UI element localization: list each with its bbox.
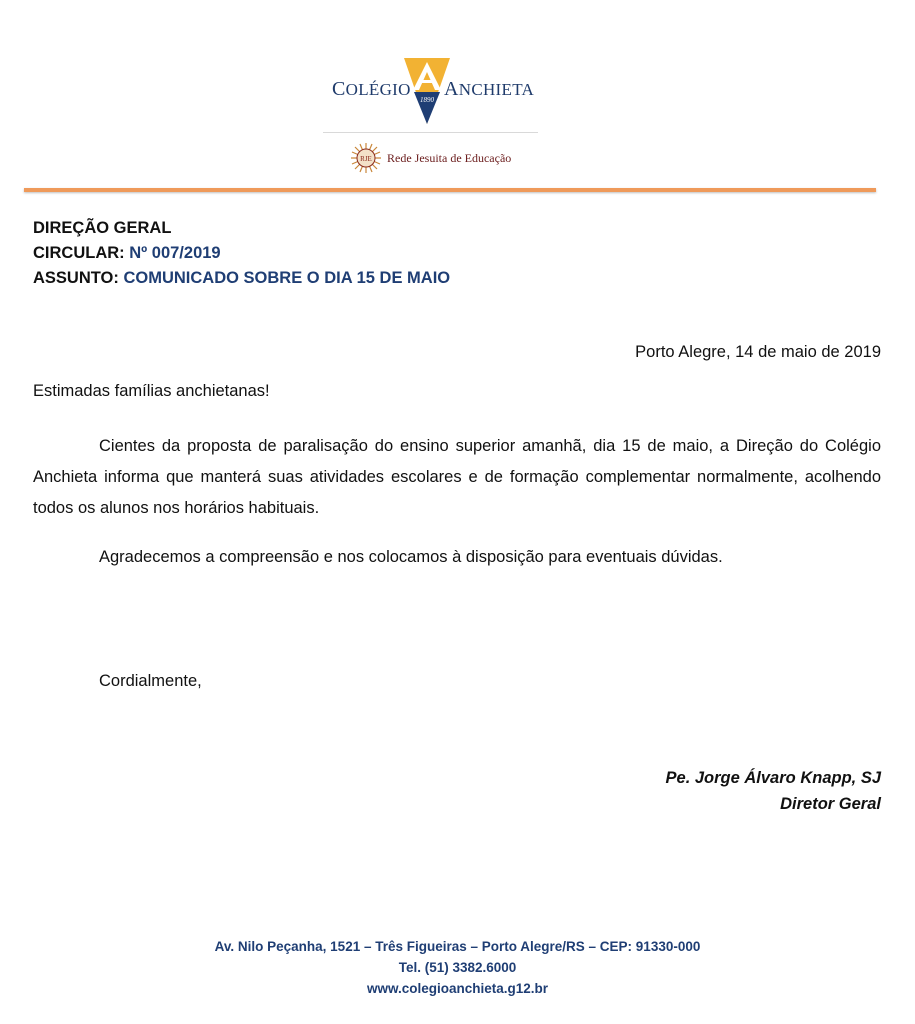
seal-letters: RJE [360, 155, 372, 163]
footer-website[interactable]: www.colegioanchieta.g12.br [366, 981, 549, 996]
signature-block [666, 765, 881, 817]
logo-word-anchieta: ANCHIETA [444, 78, 535, 100]
subject-value: COMUNICADO SOBRE O DIA 15 DE MAIO [123, 269, 451, 287]
circular-line: CIRCULAR: Nº 007/2019 [33, 244, 221, 262]
body-paragraph: Cientes da proposta de paralisação do ensino superior amanhã, dia 15 de maio, a Direção do Colégio Anchieta informa que manterá suas atividades escolares e de formação complementar normalmente, acolhendo todos os alunos nos horários habituais. [33, 437, 881, 517]
jesuit-seal-icon [351, 143, 381, 173]
school-logo [332, 56, 535, 128]
header-divider [24, 188, 876, 192]
network-name: Rede Jesuita de Educação [387, 150, 512, 165]
logo-year: 1890 [420, 96, 434, 104]
circular-header [33, 216, 450, 291]
circular-number: Nº 007/2019 [129, 244, 221, 262]
signatory-title: Diretor Geral [780, 795, 881, 813]
signatory-name: Pe. Jorge Álvaro Knapp, SJ [665, 769, 881, 787]
logo-divider [323, 132, 538, 133]
footer-address: Av. Nilo Peçanha, 1521 – Três Figueiras – Porto Alegre/RS – CEP: 91330-000 [214, 939, 701, 954]
body-paragraph: Agradecemos a compreensão e nos colocamos à disposição para eventuais dúvidas. [99, 548, 723, 566]
logo-word-colegio: COLÉGIO [332, 78, 411, 100]
greeting: Estimadas famílias anchietanas! [33, 382, 270, 400]
footer-phone: Tel. (51) 3382.6000 [398, 960, 517, 975]
closing: Cordialmente, [99, 672, 202, 690]
letter-date: Porto Alegre, 14 de maio de 2019 [635, 343, 881, 361]
department-line: DIREÇÃO GERAL [33, 219, 172, 237]
subject-line: ASSUNTO: COMUNICADO SOBRE O DIA 15 DE MAIO [33, 269, 451, 287]
network-brand [351, 143, 511, 173]
footer [0, 936, 915, 999]
